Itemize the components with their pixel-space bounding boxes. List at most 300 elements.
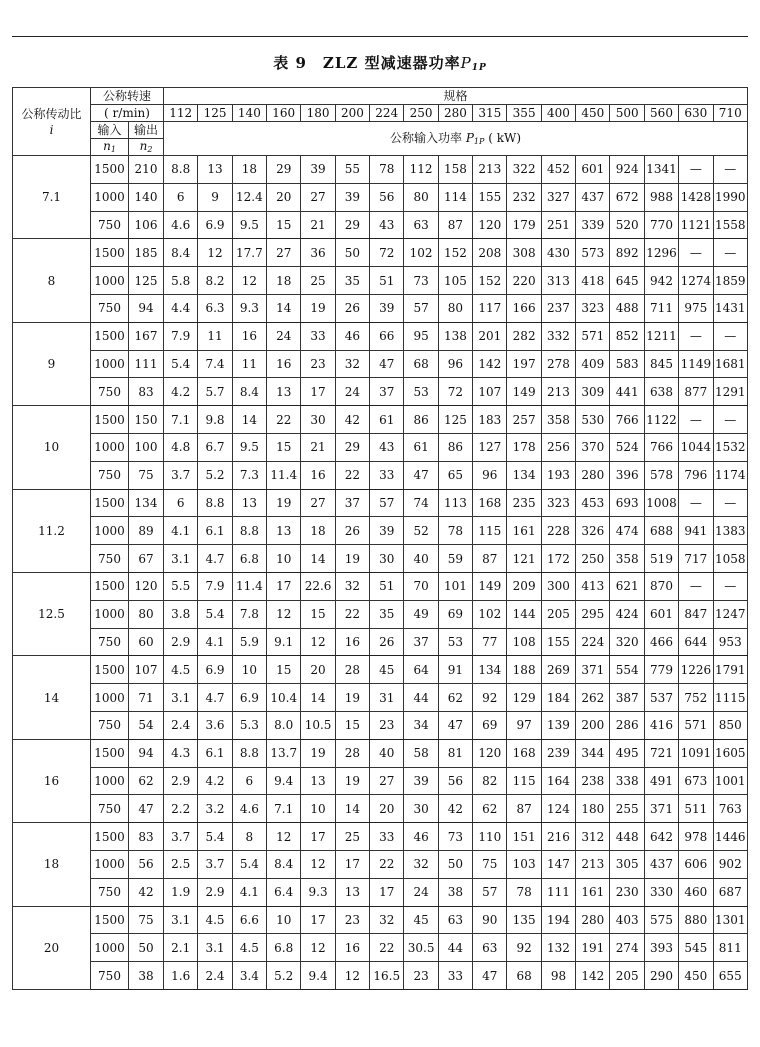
power-cell: 583 xyxy=(610,350,644,378)
power-cell: 47 xyxy=(404,461,438,489)
power-cell: 120 xyxy=(473,211,507,239)
top-rule xyxy=(12,36,748,37)
output-speed-cell: 54 xyxy=(129,711,164,739)
power-cell: 17 xyxy=(301,378,335,406)
input-label: 输入 xyxy=(91,122,129,139)
output-speed-cell: 94 xyxy=(129,294,164,322)
power-cell: 50 xyxy=(438,850,472,878)
power-cell: 323 xyxy=(576,294,610,322)
power-cell: 711 xyxy=(644,294,678,322)
power-cell: 1990 xyxy=(713,183,747,211)
power-cell: 1532 xyxy=(713,433,747,461)
power-cell: 91 xyxy=(438,656,472,684)
power-cell: 12 xyxy=(301,850,335,878)
size-header: 500 xyxy=(610,105,644,122)
power-cell: 33 xyxy=(370,461,404,489)
power-cell: 166 xyxy=(507,294,541,322)
power-cell: 69 xyxy=(473,711,507,739)
power-cell: 1149 xyxy=(679,350,713,378)
power-cell: 1226 xyxy=(679,656,713,684)
power-cell: 64 xyxy=(404,656,438,684)
power-cell: 228 xyxy=(541,517,575,545)
power-cell: 338 xyxy=(610,767,644,795)
power-cell: 26 xyxy=(335,294,369,322)
input-speed-cell: 750 xyxy=(91,711,129,739)
power-cell: 155 xyxy=(541,628,575,656)
power-cell: 8 xyxy=(232,823,266,851)
power-cell: 10 xyxy=(301,795,335,823)
ratio-cell: 8 xyxy=(13,239,91,322)
power-cell: 220 xyxy=(507,267,541,295)
table-row xyxy=(13,628,748,656)
power-cell: 51 xyxy=(370,267,404,295)
speed-unit: ( r/min) xyxy=(91,105,164,122)
power-cell: 70 xyxy=(404,572,438,600)
power-cell: 213 xyxy=(576,850,610,878)
power-cell: 47 xyxy=(438,711,472,739)
power-cell: 14 xyxy=(301,684,335,712)
power-cell: 35 xyxy=(335,267,369,295)
power-cell: 37 xyxy=(370,378,404,406)
power-cell: 17 xyxy=(301,906,335,934)
power-cell: 578 xyxy=(644,461,678,489)
power-cell: 29 xyxy=(267,156,301,184)
power-cell: 430 xyxy=(541,239,575,267)
input-speed-cell: 1500 xyxy=(91,572,129,600)
power-cell: 16 xyxy=(267,350,301,378)
power-cell: 3.8 xyxy=(164,600,198,628)
power-cell: 2.4 xyxy=(198,962,232,990)
ratio-cell: 14 xyxy=(13,656,91,739)
power-cell: 5.4 xyxy=(164,350,198,378)
power-cell: 180 xyxy=(576,795,610,823)
table-row xyxy=(13,962,748,990)
power-cell: 6.9 xyxy=(232,684,266,712)
power-cell: 21 xyxy=(301,211,335,239)
power-cell: 39 xyxy=(370,517,404,545)
power-cell: 16 xyxy=(335,934,369,962)
power-cell: 13 xyxy=(198,156,232,184)
power-label-text: 公称输入功率 xyxy=(389,130,462,145)
power-cell: 1174 xyxy=(713,461,747,489)
power-cell: 183 xyxy=(473,406,507,434)
power-cell: 178 xyxy=(507,433,541,461)
power-cell: 5.3 xyxy=(232,711,266,739)
power-cell: 15 xyxy=(267,211,301,239)
input-speed-cell: 750 xyxy=(91,628,129,656)
input-speed-cell: 750 xyxy=(91,545,129,573)
power-cell: 396 xyxy=(610,461,644,489)
power-cell: 56 xyxy=(438,767,472,795)
power-cell: 65 xyxy=(438,461,472,489)
power-cell: 33 xyxy=(370,823,404,851)
power-cell: 3.7 xyxy=(164,823,198,851)
power-cell: 387 xyxy=(610,684,644,712)
power-cell: 23 xyxy=(404,962,438,990)
power-cell: 8.8 xyxy=(232,517,266,545)
power-cell: 47 xyxy=(370,350,404,378)
power-cell: 3.1 xyxy=(198,934,232,962)
power-cell: 323 xyxy=(541,489,575,517)
power-cell: 237 xyxy=(541,294,575,322)
power-cell: 7.4 xyxy=(198,350,232,378)
power-cell: 621 xyxy=(610,572,644,600)
power-cell: 235 xyxy=(507,489,541,517)
power-cell: 43 xyxy=(370,211,404,239)
power-cell: 82 xyxy=(473,767,507,795)
power-cell: 672 xyxy=(610,183,644,211)
power-cell: 58 xyxy=(404,739,438,767)
power-cell: 125 xyxy=(438,406,472,434)
power-symbol: P xyxy=(465,130,474,145)
input-speed-cell: 1500 xyxy=(91,906,129,934)
power-cell: 92 xyxy=(473,684,507,712)
power-cell: 52 xyxy=(404,517,438,545)
power-cell: 673 xyxy=(679,767,713,795)
power-cell: 4.6 xyxy=(232,795,266,823)
power-cell: 43 xyxy=(370,433,404,461)
power-cell: 191 xyxy=(576,934,610,962)
power-cell: 117 xyxy=(473,294,507,322)
power-cell: 2.1 xyxy=(164,934,198,962)
power-cell: 717 xyxy=(679,545,713,573)
power-cell: 9.3 xyxy=(301,878,335,906)
table-row xyxy=(13,322,748,350)
power-cell: 39 xyxy=(370,294,404,322)
output-speed-cell: 80 xyxy=(129,600,164,628)
power-cell: 20 xyxy=(301,656,335,684)
power-cell: 29 xyxy=(335,433,369,461)
power-cell: — xyxy=(713,322,747,350)
power-cell: — xyxy=(713,156,747,184)
output-speed-cell: 71 xyxy=(129,684,164,712)
power-cell: 213 xyxy=(541,378,575,406)
size-header: 355 xyxy=(507,105,541,122)
table-row xyxy=(13,545,748,573)
table-row xyxy=(13,739,748,767)
power-cell: 2.4 xyxy=(164,711,198,739)
table-row xyxy=(13,656,748,684)
power-cell: 33 xyxy=(438,962,472,990)
power-cell: 6.6 xyxy=(232,906,266,934)
power-cell: 286 xyxy=(610,711,644,739)
power-cell: 9.5 xyxy=(232,433,266,461)
power-cell: 30.5 xyxy=(404,934,438,962)
power-cell: 9.4 xyxy=(301,962,335,990)
power-cell: 601 xyxy=(576,156,610,184)
power-cell: 34 xyxy=(404,711,438,739)
power-cell: 18 xyxy=(267,267,301,295)
power-cell: 520 xyxy=(610,211,644,239)
power-cell: 32 xyxy=(335,572,369,600)
power-cell: 16 xyxy=(301,461,335,489)
power-cell: 18 xyxy=(301,517,335,545)
power-cell: 4.6 xyxy=(164,211,198,239)
power-cell: 35 xyxy=(370,600,404,628)
power-cell: 102 xyxy=(404,239,438,267)
power-cell: 7.3 xyxy=(232,461,266,489)
output-speed-cell: 150 xyxy=(129,406,164,434)
power-cell: 152 xyxy=(473,267,507,295)
power-cell: 2.9 xyxy=(198,878,232,906)
power-cell: 796 xyxy=(679,461,713,489)
power-cell: 655 xyxy=(713,962,747,990)
power-cell: 200 xyxy=(576,711,610,739)
power-cell: 8.8 xyxy=(198,489,232,517)
table-body xyxy=(13,156,748,990)
power-cell: 57 xyxy=(370,489,404,517)
power-cell: 9.1 xyxy=(267,628,301,656)
power-cell: 11 xyxy=(198,322,232,350)
power-cell: 42 xyxy=(335,406,369,434)
power-cell: 57 xyxy=(404,294,438,322)
power-cell: 1383 xyxy=(713,517,747,545)
power-cell: 4.7 xyxy=(198,684,232,712)
power-cell: 10.5 xyxy=(301,711,335,739)
output-speed-cell: 75 xyxy=(129,461,164,489)
spec-label: 规格 xyxy=(164,88,748,105)
power-cell: 39 xyxy=(335,183,369,211)
power-cell: 10 xyxy=(267,906,301,934)
power-subscript: 1P xyxy=(473,136,485,146)
power-cell: 1428 xyxy=(679,183,713,211)
power-cell: 4.1 xyxy=(232,878,266,906)
power-cell: 201 xyxy=(473,322,507,350)
power-cell: 23 xyxy=(335,906,369,934)
power-cell: 4.7 xyxy=(198,545,232,573)
input-speed-cell: 750 xyxy=(91,795,129,823)
output-speed-cell: 125 xyxy=(129,267,164,295)
power-cell: 519 xyxy=(644,545,678,573)
power-table xyxy=(12,87,748,990)
power-cell: 129 xyxy=(507,684,541,712)
power-cell: 179 xyxy=(507,211,541,239)
power-cell: 638 xyxy=(644,378,678,406)
power-cell: 453 xyxy=(576,489,610,517)
power-cell: 850 xyxy=(713,711,747,739)
power-cell: 16 xyxy=(335,628,369,656)
table-row xyxy=(13,934,748,962)
power-cell: 135 xyxy=(507,906,541,934)
power-cell: 30 xyxy=(404,795,438,823)
power-cell: 19 xyxy=(335,767,369,795)
power-cell: 22 xyxy=(370,934,404,962)
size-header: 180 xyxy=(301,105,335,122)
power-cell: 87 xyxy=(507,795,541,823)
power-cell: 75 xyxy=(473,850,507,878)
power-cell: 1681 xyxy=(713,350,747,378)
power-cell: 280 xyxy=(576,461,610,489)
power-cell: 327 xyxy=(541,183,575,211)
input-speed-cell: 750 xyxy=(91,878,129,906)
power-cell: 9.3 xyxy=(232,294,266,322)
power-cell: 90 xyxy=(473,906,507,934)
power-cell: 209 xyxy=(507,572,541,600)
power-cell: 63 xyxy=(473,934,507,962)
power-cell: 26 xyxy=(370,628,404,656)
output-speed-cell: 60 xyxy=(129,628,164,656)
power-cell: 86 xyxy=(404,406,438,434)
ratio-cell: 7.1 xyxy=(13,156,91,239)
input-speed-cell: 1500 xyxy=(91,823,129,851)
power-cell: 12 xyxy=(335,962,369,990)
output-speed-cell: 94 xyxy=(129,739,164,767)
power-cell: 22 xyxy=(267,406,301,434)
table-row xyxy=(13,600,748,628)
power-cell: 95 xyxy=(404,322,438,350)
power-cell: 62 xyxy=(473,795,507,823)
ratio-label: 公称传动比 xyxy=(21,106,82,121)
power-cell: 20 xyxy=(267,183,301,211)
power-cell: 3.6 xyxy=(198,711,232,739)
power-cell: 4.1 xyxy=(198,628,232,656)
power-cell: 409 xyxy=(576,350,610,378)
power-cell: 13 xyxy=(335,878,369,906)
power-cell: 6.8 xyxy=(232,545,266,573)
power-cell: 6 xyxy=(164,183,198,211)
input-speed-cell: 750 xyxy=(91,461,129,489)
power-cell: 5.7 xyxy=(198,378,232,406)
power-cell: 763 xyxy=(713,795,747,823)
power-cell: 45 xyxy=(404,906,438,934)
power-cell: 9.8 xyxy=(198,406,232,434)
power-cell: 290 xyxy=(644,962,678,990)
power-cell: 452 xyxy=(541,156,575,184)
power-cell: 39 xyxy=(301,156,335,184)
power-cell: 86 xyxy=(438,433,472,461)
power-cell: 7.8 xyxy=(232,600,266,628)
power-cell: 687 xyxy=(713,878,747,906)
power-cell: 155 xyxy=(473,183,507,211)
power-cell: 877 xyxy=(679,378,713,406)
table-row xyxy=(13,795,748,823)
power-cell: 642 xyxy=(644,823,678,851)
power-cell: 305 xyxy=(610,850,644,878)
input-speed-cell: 1000 xyxy=(91,767,129,795)
power-cell: 7.9 xyxy=(198,572,232,600)
table-row xyxy=(13,850,748,878)
power-cell: 3.4 xyxy=(232,962,266,990)
power-cell: 12 xyxy=(301,628,335,656)
table-row xyxy=(13,906,748,934)
power-cell: 256 xyxy=(541,433,575,461)
power-cell: 96 xyxy=(438,350,472,378)
power-cell: 38 xyxy=(438,878,472,906)
output-label: 输出 xyxy=(129,122,164,139)
power-cell: 766 xyxy=(610,406,644,434)
power-cell: 238 xyxy=(576,767,610,795)
power-cell: 205 xyxy=(610,962,644,990)
power-cell: 27 xyxy=(370,767,404,795)
power-cell: 18 xyxy=(232,156,266,184)
input-speed-cell: 750 xyxy=(91,378,129,406)
n2-symbol: n xyxy=(139,139,148,153)
table-row xyxy=(13,711,748,739)
input-speed-cell: 750 xyxy=(91,962,129,990)
power-cell: 988 xyxy=(644,183,678,211)
power-cell: 358 xyxy=(541,406,575,434)
power-cell: 870 xyxy=(644,572,678,600)
power-cell: 30 xyxy=(301,406,335,434)
power-cell: 1558 xyxy=(713,211,747,239)
power-cell: 20 xyxy=(370,795,404,823)
power-cell: 168 xyxy=(507,739,541,767)
power-cell: 36 xyxy=(301,239,335,267)
power-cell: 5.8 xyxy=(164,267,198,295)
power-cell: 5.2 xyxy=(198,461,232,489)
power-cell: 147 xyxy=(541,850,575,878)
power-cell: 22 xyxy=(370,850,404,878)
power-cell: 115 xyxy=(507,767,541,795)
power-cell: 424 xyxy=(610,600,644,628)
power-cell: 37 xyxy=(404,628,438,656)
power-cell: 4.2 xyxy=(164,378,198,406)
power-cell: 511 xyxy=(679,795,713,823)
power-cell: 61 xyxy=(404,433,438,461)
power-cell: 573 xyxy=(576,239,610,267)
power-cell: 19 xyxy=(335,684,369,712)
power-cell: 12 xyxy=(198,239,232,267)
power-cell: 77 xyxy=(473,628,507,656)
power-cell: 554 xyxy=(610,656,644,684)
ratio-cell: 11.2 xyxy=(13,489,91,572)
power-cell: 17 xyxy=(301,823,335,851)
power-cell: 68 xyxy=(404,350,438,378)
power-cell: 13 xyxy=(301,767,335,795)
output-speed-cell: 185 xyxy=(129,239,164,267)
power-cell: 15 xyxy=(267,433,301,461)
power-cell: 418 xyxy=(576,267,610,295)
power-cell: — xyxy=(679,406,713,434)
power-cell: 1859 xyxy=(713,267,747,295)
power-cell: 2.5 xyxy=(164,850,198,878)
power-cell: 26 xyxy=(335,517,369,545)
power-cell: 6.1 xyxy=(198,517,232,545)
power-cell: 413 xyxy=(576,572,610,600)
power-cell: 524 xyxy=(610,433,644,461)
output-speed-cell: 140 xyxy=(129,183,164,211)
table-row xyxy=(13,489,748,517)
n1-symbol: n xyxy=(103,139,111,153)
power-cell: 134 xyxy=(473,656,507,684)
power-cell: 9.5 xyxy=(232,211,266,239)
power-cell: 250 xyxy=(576,545,610,573)
power-cell: 81 xyxy=(438,739,472,767)
n2-header xyxy=(129,139,164,156)
power-cell: 11.4 xyxy=(232,572,266,600)
output-speed-cell: 42 xyxy=(129,878,164,906)
power-cell: 4.8 xyxy=(164,433,198,461)
power-cell: 6.9 xyxy=(198,656,232,684)
power-cell: — xyxy=(713,572,747,600)
power-cell: 57 xyxy=(473,878,507,906)
power-cell: 3.1 xyxy=(164,906,198,934)
power-cell: 320 xyxy=(610,628,644,656)
power-cell: 779 xyxy=(644,656,678,684)
power-cell: 3.7 xyxy=(164,461,198,489)
power-cell: 693 xyxy=(610,489,644,517)
power-cell: 27 xyxy=(301,183,335,211)
power-cell: 6.9 xyxy=(198,211,232,239)
input-speed-cell: 750 xyxy=(91,211,129,239)
output-speed-cell: 75 xyxy=(129,906,164,934)
power-cell: 280 xyxy=(576,906,610,934)
power-cell: 1211 xyxy=(644,322,678,350)
power-cell: 115 xyxy=(473,517,507,545)
power-cell: 4.5 xyxy=(232,934,266,962)
power-cell: 87 xyxy=(473,545,507,573)
ratio-cell: 20 xyxy=(13,906,91,989)
